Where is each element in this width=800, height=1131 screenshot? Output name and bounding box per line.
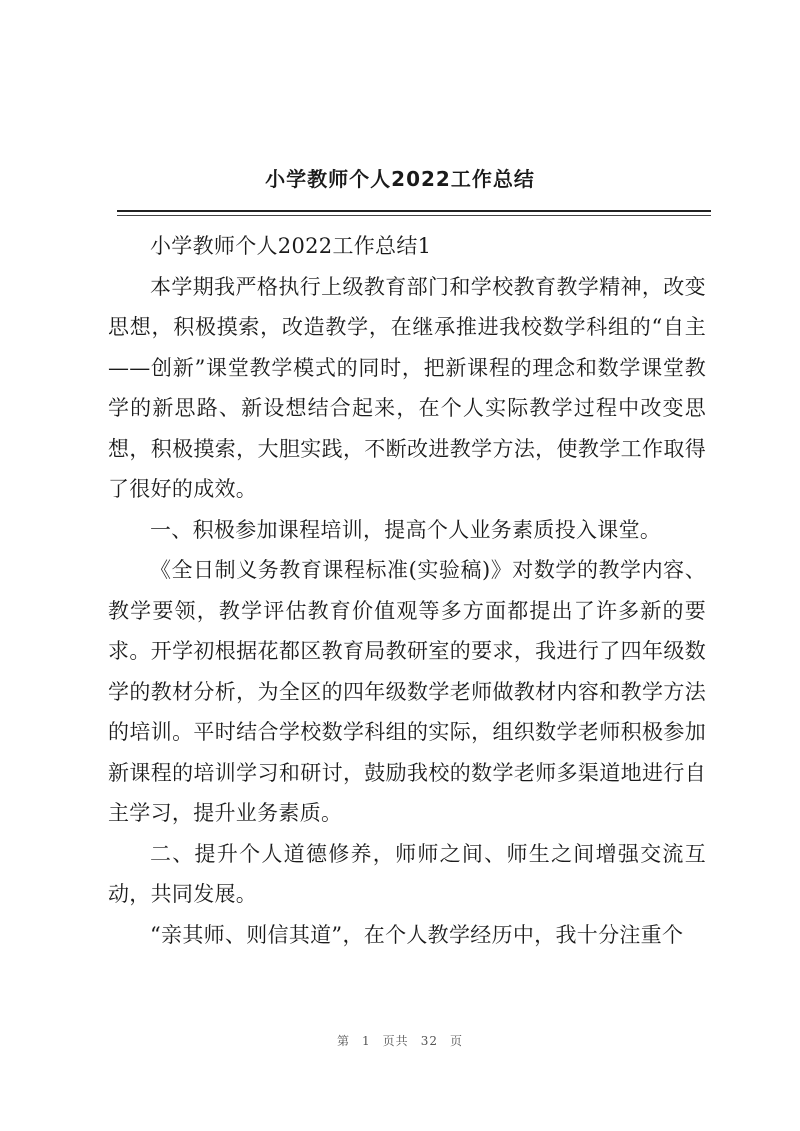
footer-label-of: 页共 (382, 1034, 409, 1048)
paragraph-subtitle: 小学教师个人2022工作总结1 (150, 234, 432, 258)
document-body (108, 226, 706, 955)
section-heading-1: 一、积极参加课程培训，提高个人业务素质投入课堂。 (150, 517, 662, 542)
section-heading-2: 二、提升个人道德修养，师师之间、师生之间增强交流互动，共同发展。 (108, 841, 706, 906)
title-rule-thin (117, 215, 711, 216)
paragraph-section-1: 《全日制义务教育课程标准(实验稿)》对数学的教学内容、教学要领，教学评估教育价值观等多方面都提出了许多新的要求。开学初根据花都区教育局教研室的要求，我进行了四年级数学的教材分析，为全区的四年级数学老师做教材内容和教学方法的培训。平时结合学校数学科组的实际，组织数学老师积极参加新课程的培训学习和研讨，鼓励我校的数学老师多渠道地进行自主学习，提升业务素质。 (108, 558, 706, 825)
paragraph-intro: 本学期我严格执行上级教育部门和学校教育教学精神，改变思想，积极摸索，改造教学，在继承推进我校数学科组的“自主——创新”课堂教学模式的同时，把新课程的理念和数学课堂教学的新思路、新设想结合起来，在个人实际教学过程中改变思想，积极摸索，大胆实践，不断改进教学方法，使教学工作取得了很好的成效。 (108, 274, 706, 501)
document-title: 小学教师个人2022工作总结 (265, 167, 535, 191)
footer-total-pages: 32 (420, 1034, 438, 1048)
footer-current-page: 1 (362, 1034, 371, 1048)
page-footer (0, 1032, 800, 1049)
footer-label-page: 第 (337, 1034, 351, 1048)
footer-label-pages: 页 (449, 1034, 463, 1048)
title-rule (117, 210, 711, 212)
paragraph-section-2: “亲其师、则信其道”，在个人教学经历中，我十分注重个 (150, 922, 684, 947)
